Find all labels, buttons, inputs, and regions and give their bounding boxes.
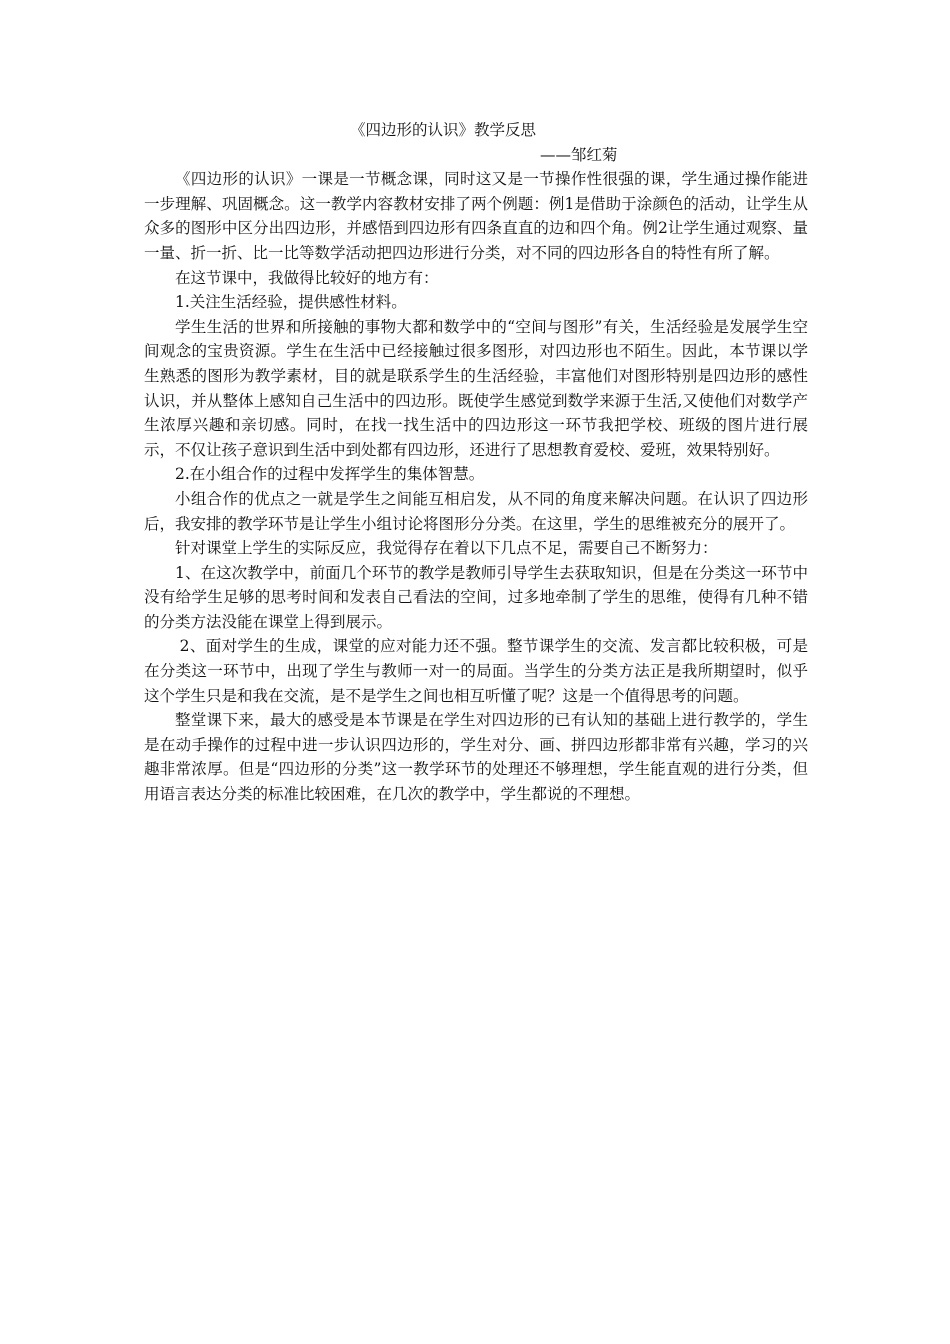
paragraph-conclusion: 整堂课下来，最大的感受是本节课是在学生对四边形的已有认知的基础上进行教学的，学生是在动手操作的过程中进一步认识四边形的，学生对分、画、拼四边形都非常有兴趣，学习的兴趣非常浓厚。但是“四边形的分类”这一教学环节的处理还不够理想，学生能直观的进行分类，但用语言表达分类的标准比较困难，在几次的教学中，学生都说的不理想。 [144,711,808,804]
paragraph-weakness-1: 1、在这次教学中，前面几个环节的教学是教师引导学生去获取知识，但是在分类这一环节中没有给学生足够的思考时间和发表自己看法的空间，过多地牵制了学生的思维，使得有几种不错的分类方法没能在课堂上得到展示。 [144,563,808,631]
paragraph-point-2: 小组合作的优点之一就是学生之间能互相启发，从不同的角度来解决问题。在认识了四边形后，我安排的教学环节是让学生小组讨论将图形分分类。在这里，学生的思维被充分的展开了。 [144,489,808,533]
document-title: 《四边形的认识》教学反思 [350,121,537,139]
paragraph-weakness-2: 2、面对学生的生成，课堂的应对能力还不强。整节课学生的交流、发言都比较积极，可是在分类这一环节中，出现了学生与教师一对一的局面。当学生的分类方法正是我所期望时，似乎这个学生只是和我在交流，是不是学生之间也相互听懂了呢？这是一个值得思考的问题。 [144,637,808,705]
paragraph-point-1: 学生生活的世界和所接触的事物大都和数学中的“空间与图形”有关，生活经验是发展学生空间观念的宝贵资源。学生在生活中已经接触过很多图形，对四边形也不陌生。因此，本节课以学生熟悉的图形为教学素材，目的就是联系学生的生活经验，丰富他们对图形特别是四边形的感性认识，并从整体上感知自己生活中的四边形。既使学生感觉到数学来源于生活,又使他们对数学产生浓厚兴趣和亲切感。同时，在找一找生活中的四边形这一环节我把学校、班级的图片进行展示，不仅让孩子意识到生活中到处都有四边形，还进行了思想教育爱校、爱班，效果特别好。 [144,317,808,459]
paragraph-intro: 《四边形的认识》一课是一节概念课，同时这又是一节操作性很强的课，学生通过操作能进一步理解、巩固概念。这一教学内容教材安排了两个例题：例1是借助于涂颜色的活动，让学生从众多的图形中区分出四边形，并感悟到四边形有四条直直的边和四个角。例2让学生通过观察、量一量、折一折、比一比等数学活动把四边形进行分类，对不同的四边形各自的特性有所了解。 [144,170,808,262]
paragraph-weakness-lead: 针对课堂上学生的实际反应，我觉得存在着以下几点不足，需要自己不断努力： [175,539,718,558]
document-author: ——邹红菊 [540,145,618,164]
heading-point-2: 2.在小组合作的过程中发挥学生的集体智慧。 [175,465,485,484]
document-body [144,118,808,807]
heading-point-1: 1.关注生活经验，提供感性材料。 [175,293,407,312]
paragraph-strengths-lead: 在这节课中，我做得比较好的地方有： [175,268,439,287]
